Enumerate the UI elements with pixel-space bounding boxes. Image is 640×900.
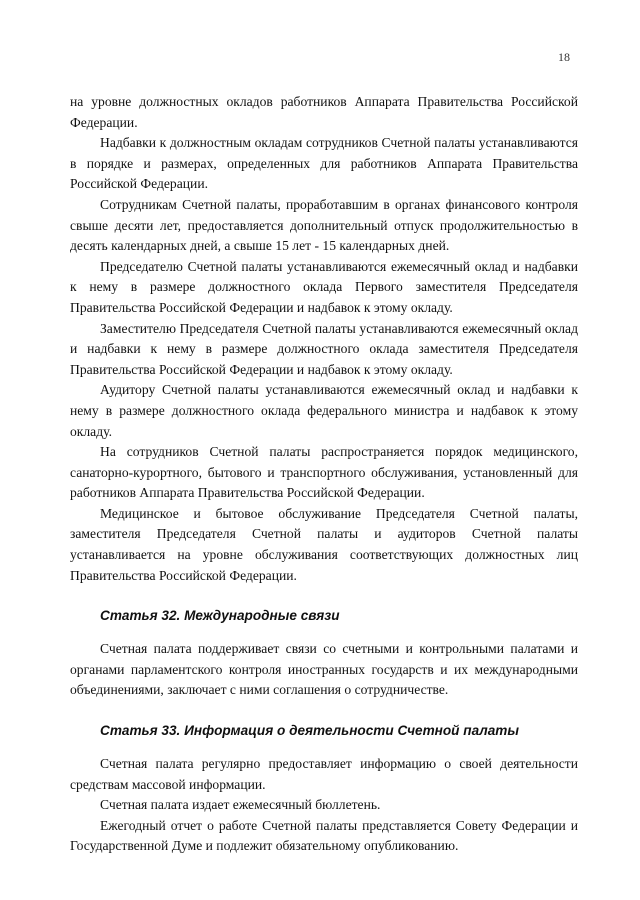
paragraph-continuation: на уровне должностных окладов работников Аппарата Правительства Российской Федерации. [70,94,578,130]
page-number: 18 [558,50,570,64]
paragraph-international-relations: Счетная палата поддерживает связи со счетными и контрольными палатами и органами парламентского контроля иностранных государств и их международными объединениями, заключает с ними соглашения о сотрудничестве. [70,641,578,698]
document-body [70,92,578,857]
paragraph-extra-leave: Сотрудникам Счетной палаты, проработавшим в органах финансового контроля свыше десяти лет, предоставляется дополнительный отпуск продолжительностью в десять календарных дней, а свыше 15 лет - 15 календарных дней. [70,196,578,254]
paragraph-media-information: Счетная палата регулярно предоставляет информацию о своей деятельности средствам массовой информации. [70,756,578,792]
paragraph-medical-services: Медицинское и бытовое обслуживание Председателя Счетной палаты, заместителя Председателя Счетной палаты и аудиторов Счетной палаты устанавливается на уровне обслуживания соответствующих должностных лиц Правительства Российской Федерации. [70,505,578,583]
paragraph-bulletin: Счетная палата издает ежемесячный бюллетень. [100,797,381,813]
paragraph-deputy-salary: Заместителю Председателя Счетной палаты устанавливаются ежемесячный оклад и надбавки к нему в размере должностного оклада заместителя Председателя Правительства Российской Федерации и надбавок к этому окладу. [70,320,578,377]
article-33-heading: Статья 33. Информация о деятельности Счетной палаты [100,723,520,739]
paragraph-staff-services: На сотрудников Счетной палаты распространяется порядок медицинского, санаторно-курортного, бытового и транспортного обслуживания, установленный для работников Аппарата Правительства Российской Федерации. [70,444,578,501]
paragraph-chairman-salary: Председателю Счетной палаты устанавливаются ежемесячный оклад и надбавки к нему в размере должностного оклада Первого заместителя Председателя Правительства Российской Федерации и надбавок к этому окладу. [70,258,578,315]
paragraph-auditor-salary: Аудитору Счетной палаты устанавливаются ежемесячный оклад и надбавки к нему в размере должностного оклада федерального министра и надбавок к этому окладу. [70,382,578,439]
paragraph-allowances: Надбавки к должностным окладам сотрудников Счетной палаты устанавливаются в порядке и размерах, определенных для работников Аппарата Правительства Российской Федерации. [70,135,578,192]
article-32-heading: Статья 32. Международные связи [100,608,340,624]
paragraph-annual-report: Ежегодный отчет о работе Счетной палаты представляется Совету Федерации и Государственной Думе и подлежит обязательному опубликованию. [70,817,578,854]
